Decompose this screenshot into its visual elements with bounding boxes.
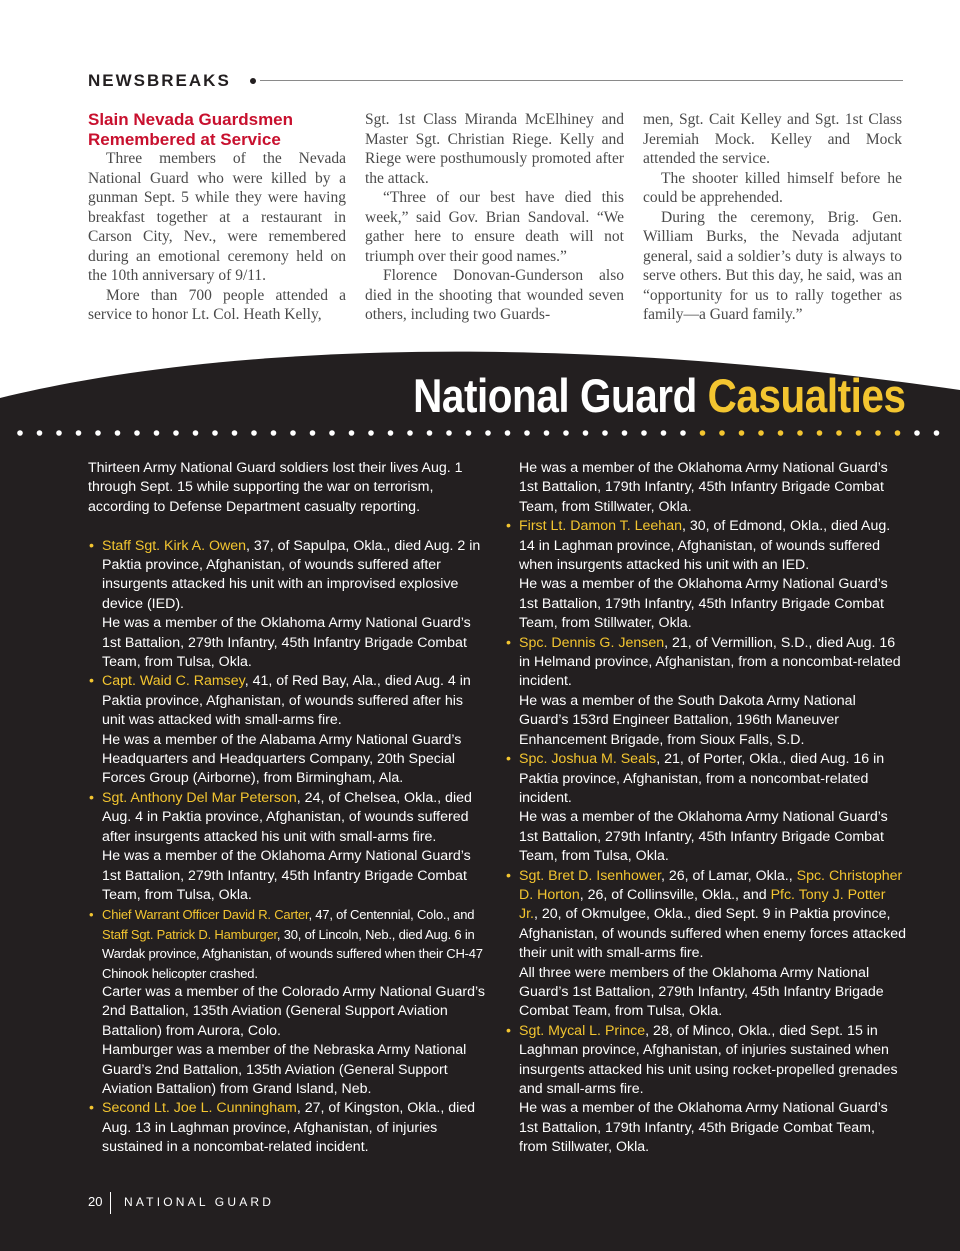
casualty-details: , 37, of Sapulpa, Okla., died Aug. 2 in Paktia province, Afghanistan, of wounds suffered after insurgents attacked his unit with an improvised explosive device (IED).: [102, 537, 481, 612]
divider-dot: [134, 430, 140, 436]
divider-dot: [56, 430, 62, 436]
divider-dot: [622, 430, 628, 436]
casualty-entry: [505, 634, 907, 692]
footer-divider: [110, 1192, 111, 1214]
divider-dot: [661, 430, 667, 436]
casualty-details: , 21, of Vermillion, S.D., died Aug. 16 in Helmand province, Afghanistan, from a noncombat-related incident.: [519, 634, 901, 690]
article-paragraph: Florence Donovan-Gunderson also died in the shooting that wounded seven others, including two Guards-: [365, 267, 624, 323]
casualty-unit: He was a member of the Oklahoma Army National Guard’s 1st Battalion, 279th Infantry, 45th Infantry Brigade Combat Team, from Tulsa, Okla.: [102, 615, 471, 671]
divider-dot: [836, 430, 842, 436]
casualty-entry: [505, 517, 907, 575]
divider-dot: [544, 430, 550, 436]
bullet-icon: •: [89, 673, 94, 690]
casualty-details: , 24, of Chelsea, Okla., died Aug. 4 in Paktia province, Afghanistan, of wounds suffered after insurgents attacked his unit with small-arms fire.: [102, 789, 472, 845]
newsbreaks-column-2: [365, 110, 624, 325]
section-rule: [260, 80, 903, 81]
casualties-column-left: [88, 459, 488, 1158]
casualty-details: , 26, of Collinsville, Okla., and: [579, 886, 767, 903]
bullet-icon: •: [506, 1022, 511, 1039]
casualty-unit: He was a member of the South Dakota Army National Guard’s 153rd Engineer Battalion, 196th Maneuver Enhancement Brigade, from Sioux Falls, S.D.: [519, 692, 856, 748]
divider-dot: [875, 430, 881, 436]
bullet-icon: •: [89, 907, 94, 923]
article-paragraph: The shooter killed himself before he could be apprehended.: [643, 169, 902, 206]
article-paragraph: More than 700 people attended a service to honor Lt. Col. Heath Kelly,: [88, 286, 346, 323]
casualty-details: , 28, of Minco, Okla., died Sept. 15 in Laghman province, Afghanistan, of injuries sustained when insurgents attacked his unit using rocket-propelled grenades and small-arms fire.: [519, 1022, 898, 1097]
bullet-icon: •: [89, 1100, 94, 1117]
newsbreaks-header: [88, 70, 903, 94]
casualties-column-right: [505, 459, 907, 1158]
divider-dot: [427, 430, 433, 436]
casualty-name: First Lt. Damon T. Leehan: [519, 518, 682, 535]
bullet-icon: •: [506, 518, 511, 535]
casualty-entry: [505, 1022, 907, 1100]
divider-dot: [485, 430, 491, 436]
divider-dot: [232, 430, 238, 436]
article-paragraph: During the ceremony, Brig. Gen. William Burks, the Nevada adjutant general, said a soldier’s duty is always to serve others. But this day, he said, was an “opportunity for us to rally together as family—a Guard family.”: [643, 208, 902, 323]
divider-dot: [193, 430, 199, 436]
casualty-entry: [88, 672, 488, 730]
casualty-entry: [88, 789, 488, 847]
title-white-part: National Guard: [413, 369, 698, 422]
divider-dot: [778, 430, 784, 436]
divider-dot: [563, 430, 569, 436]
casualty-name: Spc. Christopher D. Horton: [519, 867, 903, 903]
divider-dot: [349, 430, 355, 436]
divider-dot: [388, 430, 394, 436]
divider-dot: [524, 430, 530, 436]
casualty-unit: Carter was a member of the Colorado Army National Guard’s 2nd Battalion, 135th Aviation (General Support Aviation Battalion) from Aurora, Colo.: [102, 983, 485, 1039]
divider-dot: [505, 430, 511, 436]
casualty-details: , 20, of Okmulgee, Okla., died Sept. 9 in Paktia province, Afghanistan, of wounds suffered when enemy forces attacked their unit with small-arms fire.: [519, 906, 906, 962]
divider-dot: [817, 430, 823, 436]
casualty-details: , 47, of Centennial, Colo., and: [308, 907, 475, 923]
casualties-title: [414, 368, 906, 424]
divider-dot: [115, 430, 121, 436]
casualty-name: Sgt. Bret D. Isenhower: [519, 867, 661, 884]
casualty-name: Sgt. Anthony Del Mar Peterson: [102, 789, 297, 806]
casualty-entry: [505, 750, 907, 808]
section-label: NEWSBREAKS: [88, 71, 231, 90]
divider-dot: [602, 430, 608, 436]
divider-dot: [212, 430, 218, 436]
divider-dot: [719, 430, 725, 436]
bullet-icon: •: [506, 867, 511, 884]
casualty-unit: He was a member of the Oklahoma Army National Guard’s 1st Battalion, 179th Infantry, 45th Brigade Combat Team, from Stillwater, Okla.: [519, 1100, 888, 1156]
casualty-unit: He was a member of the Oklahoma Army National Guard’s 1st Battalion, 279th Infantry, 45th Infantry Brigade Combat Team, from Tulsa, Okla.: [519, 809, 888, 865]
casualty-entry: [88, 905, 488, 983]
bullet-icon: •: [506, 751, 511, 768]
casualties-intro: Thirteen Army National Guard soldiers lost their lives Aug. 1 through Sept. 15 while supporting the war on terrorism, according to Defense Department casualty reporting.: [88, 460, 463, 515]
divider-dot: [290, 430, 296, 436]
casualty-details: , 27, of Kingston, Okla., died Aug. 13 in Laghman province, Afghanistan, of injuries sustained in a noncombat-related incident.: [102, 1100, 476, 1156]
article-paragraph: Three members of the Nevada National Guard who were killed by a gunman Sept. 5 while they were having breakfast together at a restaurant in Carson City, Nev., were remembered during an emotional ceremony held on the 10th anniversary of 9/11.: [88, 150, 346, 284]
casualty-name: Staff Sgt. Kirk A. Owen: [102, 537, 247, 554]
divider-dot: [797, 430, 803, 436]
divider-dot: [914, 430, 920, 436]
article-headline: [88, 110, 346, 149]
divider-dot: [37, 430, 43, 436]
divider-dot: [173, 430, 179, 436]
casualty-details: , 30, of Lincoln, Neb., died Aug. 6 in Wardak province, Afghanistan, of wounds suffered when their CH-47 Chinook helicopter crashed.: [102, 926, 483, 981]
casualty-name: Second Lt. Joe L. Cunningham: [102, 1100, 297, 1117]
casualty-unit: He was a member of the Alabama Army National Guard’s Headquarters and Headquarters Company, 20th Special Forces Group (Airborne), from Birmingham, Ala.: [102, 731, 462, 787]
casualty-name: Pfc. Tony J. Potter Jr.: [519, 886, 886, 923]
article-paragraph: men, Sgt. Cait Kelley and Sgt. 1st Class Jeremiah Mock. Kelley and Mock attended the service.: [643, 111, 902, 167]
casualty-name: Staff Sgt. Patrick D. Hamburger: [102, 926, 277, 942]
divider-dot: [739, 430, 745, 436]
casualty-name: Spc. Dennis G. Jensen: [519, 634, 665, 651]
divider-dot: [856, 430, 862, 436]
divider-dot: [251, 430, 257, 436]
newsbreaks-column-3: [643, 110, 902, 325]
divider-dot: [758, 430, 764, 436]
divider-dot: [680, 430, 686, 436]
divider-dot: [466, 430, 472, 436]
casualty-details: , 21, of Porter, Okla., died Aug. 16 in Paktia province, Afghanistan, from a noncombat-related incident.: [519, 751, 885, 806]
casualty-unit: He was a member of the Oklahoma Army National Guard’s 1st Battalion, 179th Infantry, 45th Infantry Brigade Combat Team, from Stillwater, Okla.: [519, 576, 888, 632]
page-number: 20: [88, 1194, 103, 1209]
divider-dot: [641, 430, 647, 436]
article-paragraph: “Three of our best have died this week,” said Gov. Brian Sandoval. “We gather here to ensure death will not triumph over their good names.”: [365, 189, 624, 265]
divider-dot: [700, 430, 706, 436]
divider-dot: [17, 430, 23, 436]
magazine-name: NATIONAL GUARD: [124, 1195, 275, 1209]
bullet-icon: •: [89, 789, 94, 806]
divider-dot: [368, 430, 374, 436]
casualty-details: , 41, of Red Bay, Ala., died Aug. 4 in Paktia province, Afghanistan, of wounds suffered after his unit was attacked with small-arms fire.: [102, 673, 471, 729]
bullet-icon: •: [506, 634, 511, 651]
divider-dot: [934, 430, 940, 436]
casualty-details: , 30, of Edmond, Okla., died Aug. 14 in Laghman province, Afghanistan, of wounds suffered when insurgents attacked his unit with an IED.: [519, 518, 891, 574]
divider-dot: [310, 430, 316, 436]
article-paragraph: Sgt. 1st Class Miranda McElhiney and Master Sgt. Christian Riege. Kelly and Riege were posthumously promoted after the attack.: [365, 111, 624, 187]
divider-dot: [895, 430, 901, 436]
casualty-name: Sgt. Mycal L. Prince: [519, 1022, 646, 1039]
casualty-entry: [88, 537, 488, 615]
divider-dot: [76, 430, 82, 436]
casualty-name: Capt. Waid C. Ramsey: [102, 673, 245, 690]
divider-dot: [271, 430, 277, 436]
casualty-details: , 26, of Lamar, Okla.,: [660, 867, 793, 884]
casualty-unit: Hamburger was a member of the Nebraska Army National Guard’s 2nd Battalion, 135th Aviation (General Support Aviation Battalion) from Grand Island, Neb.: [102, 1042, 467, 1097]
divider-dot: [446, 430, 452, 436]
divider-dot: [583, 430, 589, 436]
divider-dot: [154, 430, 160, 436]
casualty-name: Spc. Joshua M. Seals: [519, 751, 657, 768]
casualty-entry: [88, 1099, 488, 1157]
divider-dot: [329, 430, 335, 436]
newsbreaks-column-1: [88, 110, 346, 325]
divider-dot: [407, 430, 413, 436]
casualty-name: Chief Warrant Officer David R. Carter: [102, 907, 309, 923]
casualty-entry: [505, 867, 907, 964]
divider-dot: [95, 430, 101, 436]
headline-line-1: Slain Nevada Guardsmen: [88, 110, 294, 129]
bullet-icon: •: [89, 537, 94, 554]
casualty-unit: All three were members of the Oklahoma Army National Guard’s 1st Battalion, 279th Infantry, 45th Infantry Brigade Combat Team, from Tulsa, Okla.: [519, 964, 884, 1020]
title-yellow-part: Casualties: [708, 369, 906, 422]
dotted-divider: [14, 428, 954, 438]
section-dot: [250, 78, 256, 84]
casualty-unit: He was a member of the Oklahoma Army National Guard’s 1st Battalion, 279th Infantry, 45th Infantry Brigade Combat Team, from Tulsa, Okla.: [102, 848, 471, 903]
headline-line-2: Remembered at Service: [88, 129, 281, 149]
casualty-unit: He was a member of the Oklahoma Army National Guard’s 1st Battalion, 179th Infantry, 45th Infantry Brigade Combat Team, from Stillwater, Okla.: [519, 460, 888, 515]
